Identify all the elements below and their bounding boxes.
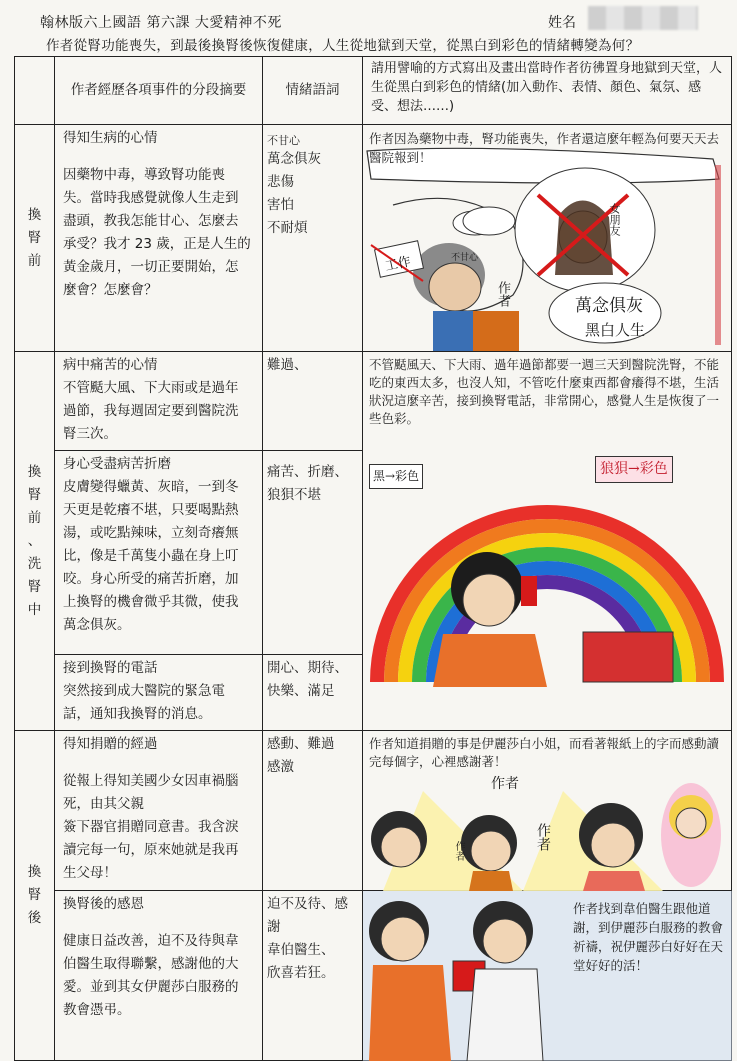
caption-bw-life: 黑白人生: [585, 321, 646, 339]
bubble-label: 不甘心: [451, 253, 479, 263]
drawing-panel: [363, 731, 732, 891]
writer-label-1: 作者: [491, 776, 519, 792]
event-title: 接到換腎的電話: [63, 660, 158, 676]
event-title: 身心受盡病苦折磨: [63, 456, 171, 472]
event-title: 得知生病的心情: [63, 130, 158, 146]
drawing-caption: 作者因為藥物中毒，腎功能喪失，作者還這麼年輕為何要天天去醫院報到！: [369, 131, 720, 165]
emotion-words: 痛苦、折磨、 狼狽不堪: [263, 451, 363, 655]
event-summary: 換腎後的感恩 健康日益改善，迫不及待與韋 伯醫生取得聯繫，感謝他的大 愛。並到其女伊麗莎白服務的 教會憑弔。: [55, 891, 263, 1061]
drawing-caption: 作者找到韋伯醫生跟他道謝，到伊麗莎白服務的教會祈禱，祝伊麗莎白好好在天堂好好的活！: [573, 901, 724, 973]
emotion-words: 難過、: [263, 352, 363, 451]
event-title: 換腎後的感恩: [63, 896, 144, 912]
name-label: 姓名: [548, 15, 576, 31]
left-sign: 黑→彩色: [369, 464, 423, 489]
emotion-words: 開心、期待、 快樂、滿足: [263, 655, 363, 731]
telephone-box: [583, 632, 673, 682]
phone-icon: [521, 576, 537, 606]
pointer-label: 作者: [453, 841, 464, 861]
emotion-words: 感動、難過 感激: [263, 731, 363, 891]
friend-label: 女朋友: [608, 203, 621, 236]
emotion-column-header: 情緒語詞: [263, 57, 363, 125]
author-body: [433, 634, 547, 687]
author-label: 作者: [495, 281, 510, 307]
stage-during: 換 腎 前 、 洗 腎 中: [15, 352, 55, 731]
drawing-caption: 作者知道捐贈的事是伊麗莎白小姐，而看著報紙上的字而感動讀完每個字，心裡感謝著！: [369, 736, 720, 769]
work-sign-label: 工作: [383, 254, 413, 275]
drawing-panel: [363, 352, 732, 731]
emotion-words: 不甘心 萬念俱灰 悲傷 害怕 不耐煩: [263, 125, 363, 352]
event-summary: 得知生病的心情 因藥物中毒，導致腎功能喪 失。當時我感覺就像人生走到 盡頭，教我怎能甘心、怎麼去 承受？我才 23 歲，正是人生的 黃金歲月，一切正要開始，怎 麼會？怎麼會？: [55, 125, 263, 352]
drawing-caption: 不管颳風天、下大雨、過年過節都要一週三天到醫院洗腎，不能吃的東西太多，也沒人知，不管吃什麼東西都會癢得不堪，生活狀況這麼辛苦，接到換腎電話，非常開心，感覺人生是恢復了一些色彩。: [369, 357, 720, 426]
event-summary: 病中痛苦的心情 不管颳大風、下大雨或是過年 過節，我每週固定要到醫院洗 腎三次。: [55, 352, 263, 451]
right-sign: 狼狽→彩色: [595, 456, 673, 483]
emotion-words: 迫不及待、感謝 韋伯醫生、 欣喜若狂。: [263, 891, 363, 1061]
drawing-panel: [363, 891, 732, 1061]
event-summary: 身心受盡病苦折磨 皮膚變得蠟黃、灰暗，一到冬 天更是乾癢不堪，只要喝點熱 湯，或吃點辣味，立刻奇癢無 比，像是千萬隻小蟲在身上叮 咬。身心所受的痛苦折磨，加 上換腎的機會微乎其微，使我 萬念俱灰。: [55, 451, 263, 655]
name-redaction: [588, 6, 698, 30]
corner-cell: [15, 57, 55, 125]
worksheet-question: 作者從腎功能喪失，到最後換腎後恢復健康，人生從地獄到天堂，從黑白到彩色的情緒轉變為何？: [46, 38, 640, 54]
stage-after: 換 腎 後: [15, 731, 55, 1061]
event-summary: 接到換腎的電話 突然接到成大醫院的緊急電 話，通知我換腎的消息。: [55, 655, 263, 731]
event-title: 病中痛苦的心情: [63, 357, 158, 373]
worksheet-table: [14, 56, 732, 1061]
stage-before: 換 腎 前: [15, 125, 55, 352]
writer-label-2: 作者: [535, 823, 551, 851]
drawing-panel: [363, 125, 732, 352]
event-title: 得知捐贈的經過: [63, 736, 158, 752]
author-face: [463, 574, 515, 626]
illustration-column-header: 請用譬喻的方式寫出及畫出當時作者彷彿置身地獄到天堂，人生從黑白到彩色的情緒(加入動作、表情、顏色、氣氛、感受、想法……): [363, 57, 732, 125]
event-summary: 得知捐贈的經過 從報上得知美國少女因車禍腦 死，由其父親 簽下器官捐贈同意書。我含淚 讀完每一句，原來她就是我再 生父母！: [55, 731, 263, 891]
worksheet-title: 翰林版六上國語 第六課 大愛精神不死: [40, 15, 282, 31]
caption-hopeless: 萬念俱灰: [575, 296, 643, 316]
summary-column-header: 作者經歷各項事件的分段摘要: [55, 57, 263, 125]
